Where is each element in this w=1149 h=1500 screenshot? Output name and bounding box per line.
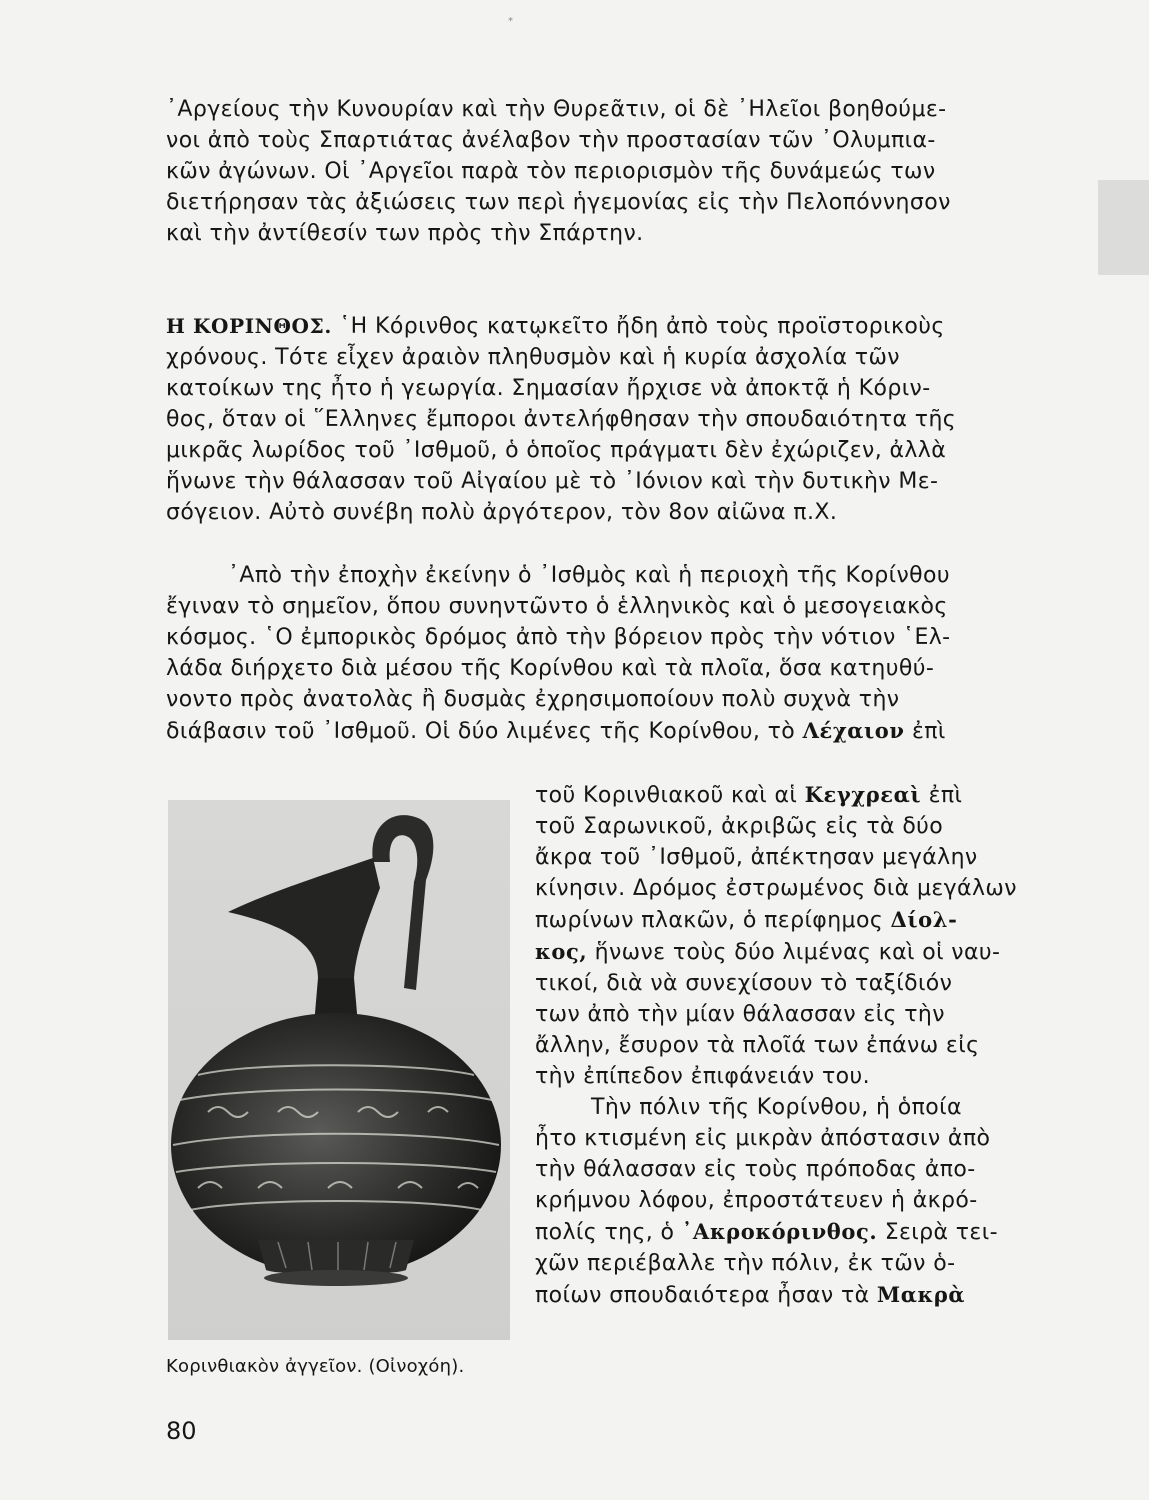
bold-term-diolkos: Δίολ- [890, 907, 958, 932]
right-column-text [535, 779, 1017, 1311]
text-line: κῶν ἀγώνων. Οἱ ᾽Αργεῖοι παρὰ τὸν περιορισμὸν τῆς δυνάμεώς των [166, 159, 936, 184]
text-line [166, 715, 951, 747]
text-line: των ἀπὸ τὴν μίαν θάλασσαν εἰς τὴν [535, 1002, 945, 1027]
text-line: Τὴν πόλιν τῆς Κορίνθου, ἡ ὁποία [591, 1095, 962, 1120]
text-line: χρόνους. Τότε εἶχεν ἀραιὸν πληθυσμὸν καὶ ἡ κυρία ἀσχολία τῶν [166, 345, 900, 370]
text-line: ᾽Απὸ τὴν ἐποχὴν ἐκείνην ὁ ᾽Ισθμὸς καὶ ἡ περιοχὴ τῆς Κορίνθου [228, 563, 950, 588]
text-run: διάβασιν τοῦ ᾽Ισθμοῦ. Οἱ δύο λιμένες τῆς Κορίνθου, τὸ [166, 719, 803, 744]
print-speck: * [508, 16, 513, 27]
text-line [535, 936, 1017, 968]
page-number: 80 [166, 1417, 197, 1445]
text-run: ποίων σπουδαιότερα ἦσαν τὰ [535, 1283, 877, 1308]
text-line: ᾽Αργείους τὴν Κυνουρίαν καὶ τὴν Θυρεᾶτιν, οἱ δὲ ᾽Ηλεῖοι βοηθούμε- [166, 97, 947, 122]
text-line: μικρᾶς λωρίδος τοῦ ᾽Ισθμοῦ, ὁ ὁποῖος πράγματι δὲν ἐχώριζεν, ἀλλὰ [166, 438, 947, 463]
text-run: τοῦ Κορινθιακοῦ καὶ αἱ [535, 783, 805, 808]
text-line: διετήρησαν τὰς ἀξιώσεις των περὶ ἡγεμονίας εἰς τὴν Πελοπόννησον [166, 190, 951, 215]
text-line: ἄκρα τοῦ ᾽Ισθμοῦ, ἀπέκτησαν μεγάλην [535, 845, 978, 870]
text-line: ἦτο κτισμένη εἰς μικρὰν ἀπόστασιν ἀπὸ [535, 1126, 991, 1151]
corinth-section [166, 311, 956, 528]
text-line: νοντο πρὸς ἀνατολὰς ἢ δυσμὰς ἐχρησιμοποίουν πολὺ συχνὰ τὴν [166, 687, 900, 712]
vase-body [171, 1013, 501, 1277]
text-line: τὴν ἐπίπεδον ἐπιφάνειάν του. [535, 1064, 871, 1089]
text-run: ἐπὶ [904, 719, 946, 744]
text-run: πολίς της, ὁ [535, 1220, 682, 1245]
text-line: κίνησιν. Δρόμος ἐστρωμένος διὰ μεγάλων [535, 876, 1017, 901]
text-line: τοῦ Σαρωνικοῦ, ἀκριβῶς εἰς τὰ δύο [535, 814, 944, 839]
vase-foot [264, 1270, 408, 1286]
isthmus-paragraph [166, 560, 951, 747]
text-line: τὴν θάλασσαν εἰς τοὺς πρόποδας ἀπο- [535, 1157, 976, 1182]
text-line: σόγειον. Αὐτὸ συνέβη πολὺ ἀργότερον, τὸν 8ον αἰῶνα π.Χ. [166, 500, 838, 525]
text-line [535, 779, 1017, 811]
heading-line-rest: ῾Η Κόρινθος κατῳκεῖτο ἤδη ἀπὸ τοὺς προϊστορικοὺς [331, 314, 945, 339]
text-line: ἥνωνε τὴν θάλασσαν τοῦ Αἰγαίου μὲ τὸ ᾽Ιόνιον καὶ τὴν δυτικὴν Με- [166, 469, 939, 494]
section-heading: Η ΚΟΡΙΝΘΟΣ. [166, 314, 332, 338]
bold-term-kenchreai: Κεγχρεαὶ [804, 782, 922, 807]
bold-term-acrocorinth: ᾽Ακροκόρινθος. [681, 1219, 878, 1244]
text-line: νοι ἀπὸ τοὺς Σπαρτιάτας ἀνέλαβον τὴν προστασίαν τῶν ᾽Ολυμπια- [166, 128, 936, 153]
text-line [166, 311, 956, 342]
text-line: ἔγιναν τὸ σημεῖον, ὅπου συνηντῶντο ὁ ἑλληνικὸς καὶ ὁ μεσογειακὸς [166, 594, 948, 619]
scan-shadow [1098, 180, 1149, 275]
text-run: πωρίνων πλακῶν, ὁ περίφημος [535, 908, 891, 933]
text-line: κόσμος. ῾Ο ἐμπορικὸς δρόμος ἀπὸ τὴν βόρειον πρὸς τὴν νότιον ῾Ελ- [166, 625, 951, 650]
figure-caption: Κορινθιακὸν ἀγγεῖον. (Οἰνοχόη). [166, 1356, 465, 1377]
text-line: τικοί, διὰ νὰ συνεχίσουν τὸ ταξίδιόν [535, 971, 953, 996]
bold-term-makra: Μακρὰ [876, 1282, 966, 1307]
bold-term-diolkos-cont: κος, [535, 939, 588, 964]
text-line: θος, ὅταν οἱ ῞Ελληνες ἔμποροι ἀντελήφθησαν τὴν σπουδαιότητα τῆς [166, 407, 957, 432]
bold-term-lechaion: Λέχαιον [802, 718, 905, 743]
text-run: Σειρὰ τει- [877, 1220, 998, 1245]
text-line [535, 1216, 1017, 1248]
text-line: κρήμνου λόφου, ἐπροστάτευεν ἡ ἀκρό- [535, 1188, 978, 1213]
vase-base [258, 1240, 414, 1275]
intro-paragraph [166, 94, 951, 249]
text-run: ἐπὶ [921, 783, 963, 808]
text-line: καὶ τὴν ἀντίθεσίν των πρὸς τὴν Σπάρτην. [166, 221, 644, 246]
text-line: λάδα διήρχετο διὰ μέσου τῆς Κορίνθου καὶ τὰ πλοῖα, ὅσα κατηυθύ- [166, 656, 935, 681]
text-run: ἥνωνε τοὺς δύο λιμένας καὶ οἱ ναυ- [587, 940, 1001, 965]
text-line: χῶν περιέβαλλε τὴν πόλιν, ἐκ τῶν ὁ- [535, 1251, 956, 1276]
text-line [535, 1279, 1017, 1311]
text-line [535, 904, 1017, 936]
oinochoe-photo [168, 800, 510, 1340]
text-line: ἄλλην, ἔσυρον τὰ πλοῖά των ἐπάνω εἰς [535, 1033, 980, 1058]
text-line: κατοίκων της ἦτο ἡ γεωργία. Σημασίαν ἤρχισε νὰ ἀποκτᾷ ἡ Κόριν- [166, 376, 931, 401]
